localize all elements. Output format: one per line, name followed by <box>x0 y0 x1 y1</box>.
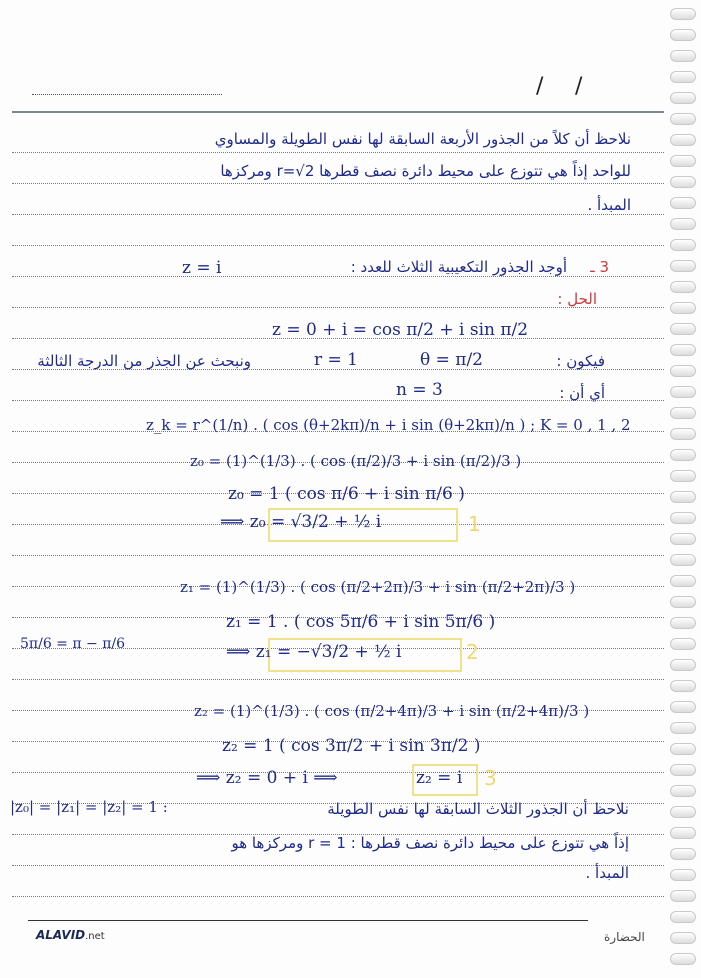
equation: ⟹ z₀ = √3/2 + ½ i <box>220 512 382 532</box>
text-line: المبدأ . <box>585 864 629 882</box>
ruled-line <box>12 276 664 277</box>
spiral-ring <box>670 743 696 755</box>
equation: z₁ = 1 . ( cos 5π/6 + i sin 5π/6 ) <box>226 612 496 632</box>
spiral-ring <box>670 386 696 398</box>
spiral-ring <box>670 155 696 167</box>
equation: z = 0 + i = cos π/2 + i sin π/2 <box>272 320 529 340</box>
ruled-line <box>12 896 664 897</box>
spiral-ring <box>670 260 696 272</box>
spiral-ring <box>670 92 696 104</box>
spiral-ring <box>670 449 696 461</box>
equation: z₂ = i <box>416 768 463 788</box>
spiral-ring <box>670 596 696 608</box>
spiral-ring <box>670 659 696 671</box>
spiral-ring <box>670 344 696 356</box>
spiral-ring <box>670 113 696 125</box>
spiral-ring <box>670 533 696 545</box>
spiral-ring <box>670 8 696 20</box>
spiral-ring <box>670 680 696 692</box>
spiral-ring <box>670 953 696 965</box>
spiral-ring <box>670 617 696 629</box>
equation: z₁ = (1)^(1/3) . ( cos (π/2+2π)/3 + i sin (π/2+2π)/3 ) <box>180 578 576 596</box>
equation: ⟹ z₂ = 0 + i ⟹ <box>196 768 338 788</box>
date-slash: / <box>575 74 583 99</box>
spiral-ring <box>670 890 696 902</box>
question-number: 3 ـ <box>590 258 609 276</box>
date-slash: / <box>536 74 544 99</box>
spiral-ring <box>670 764 696 776</box>
header-rule <box>12 111 664 113</box>
equation: z_k = r^(1/n) . ( cos (θ+2kπ)/n + i sin (θ+2kπ)/n ) ; K = 0 , 1 , 2 <box>146 416 631 434</box>
spiral-ring <box>670 407 696 419</box>
spiral-ring <box>670 281 696 293</box>
spiral-ring <box>670 29 696 41</box>
ruled-line <box>12 555 664 556</box>
spiral-ring <box>670 71 696 83</box>
text-line: المبدأ . <box>587 196 631 214</box>
side-note: 5π/6 = π − π/6 <box>20 636 126 652</box>
logo-suffix: .net <box>85 931 105 942</box>
question-value: z = i <box>182 258 222 278</box>
answer-tag: 1 <box>468 512 481 536</box>
spiral-ring <box>670 785 696 797</box>
spiral-ring <box>670 218 696 230</box>
ruled-line <box>12 865 664 866</box>
spiral-ring <box>670 470 696 482</box>
logo-text: ALAVID <box>36 928 86 942</box>
spiral-ring <box>670 827 696 839</box>
ruled-line <box>12 772 664 773</box>
spiral-ring <box>670 365 696 377</box>
spiral-ring <box>670 134 696 146</box>
text-line: فيكون : <box>556 352 605 370</box>
answer-tag: 3 <box>484 766 497 790</box>
header-dotted-line <box>32 94 222 95</box>
spiral-ring <box>670 722 696 734</box>
ruled-line <box>12 152 664 153</box>
spiral-ring <box>670 638 696 650</box>
spiral-ring <box>670 491 696 503</box>
text-line: أي أن : <box>559 384 605 402</box>
spiral-ring <box>670 932 696 944</box>
equation: n = 3 <box>396 380 443 400</box>
ruled-line <box>12 183 664 184</box>
footer-watermark: الحضارة <box>604 930 645 944</box>
spiral-ring <box>670 554 696 566</box>
equation: |z₀| = |z₁| = |z₂| = 1 : <box>10 798 168 816</box>
site-logo <box>36 928 105 942</box>
solution-label: الحل : <box>557 290 597 308</box>
equation: z₂ = (1)^(1/3) . ( cos (π/2+4π)/3 + i sin (π/2+4π)/3 ) <box>194 702 590 720</box>
equation: z₂ = 1 ( cos 3π/2 + i sin 3π/2 ) <box>222 736 481 756</box>
spiral-ring <box>670 302 696 314</box>
spiral-ring <box>670 197 696 209</box>
text-line: ونبحث عن الجذر من الدرجة الثالثة <box>37 352 251 370</box>
spiral-ring <box>670 50 696 62</box>
answer-tag: 2 <box>466 640 479 664</box>
spiral-ring <box>670 323 696 335</box>
equation: θ = π/2 <box>420 350 484 370</box>
spiral-ring <box>670 911 696 923</box>
spiral-binding <box>668 0 698 978</box>
equation: ⟹ z₁ = −√3/2 + ½ i <box>226 642 402 662</box>
spiral-ring <box>670 701 696 713</box>
text-line: إذاً هي تتوزع على محيط دائرة نصف قطرها : r = 1 ومركزها هو <box>231 834 629 852</box>
text-line: نلاحظ أن كلاً من الجذور الأربعة السابقة لها نفس الطويلة والمساوي <box>214 130 631 148</box>
text-line: للواحد إذاً هي تتوزع على محيط دائرة نصف قطرها r=√2 ومركزها <box>220 162 631 180</box>
spiral-ring <box>670 848 696 860</box>
equation: r = 1 <box>314 350 358 370</box>
equation: z₀ = (1)^(1/3) . ( cos (π/2)/3 + i sin (π/2)/3 ) <box>190 452 522 470</box>
ruled-line <box>12 214 664 215</box>
spiral-ring <box>670 512 696 524</box>
spiral-ring <box>670 869 696 881</box>
spiral-ring <box>670 806 696 818</box>
text-line: نلاحظ أن الجذور الثلاث السابقة لها نفس الطويلة <box>327 800 629 818</box>
equation: z₀ = 1 ( cos π/6 + i sin π/6 ) <box>228 484 465 504</box>
question-text: أوجد الجذور التكعيبية الثلاث للعدد : <box>350 258 567 276</box>
footer-rule <box>28 920 588 921</box>
ruled-line <box>12 679 664 680</box>
spiral-ring <box>670 239 696 251</box>
spiral-ring <box>670 176 696 188</box>
ruled-line <box>12 245 664 246</box>
spiral-ring <box>670 575 696 587</box>
spiral-ring <box>670 428 696 440</box>
